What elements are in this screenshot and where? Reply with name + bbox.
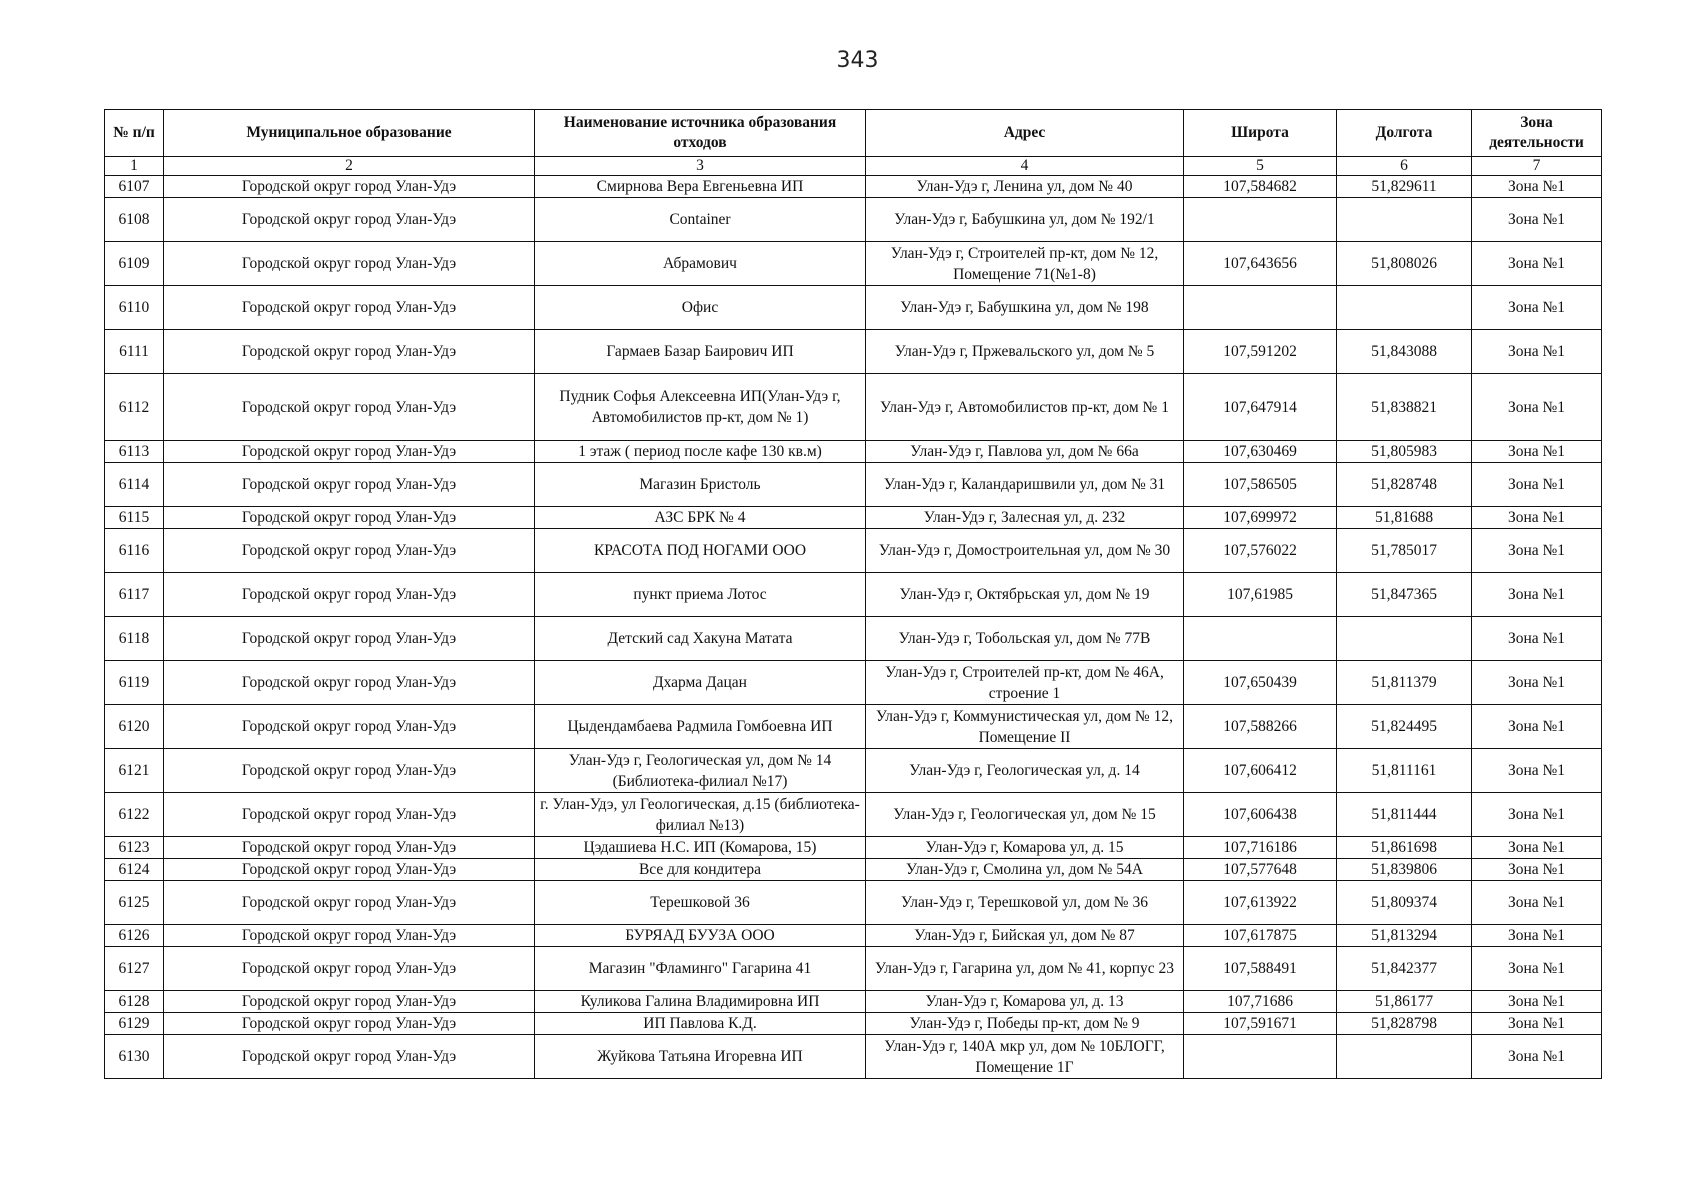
longitude-cell: 51,861698 [1337,837,1472,859]
source-name-cell: Цэдашиева Н.С. ИП (Комарова, 15) [535,837,866,859]
latitude-cell: 107,606438 [1184,793,1337,837]
address-cell: Улан-Удэ г, Домостроительная ул, дом № 30 [866,529,1184,573]
row-number: 6121 [105,749,164,793]
header-municipality: Муниципальное образование [164,110,535,157]
municipality-cell: Городской округ город Улан-Удэ [164,1013,535,1035]
column-number-row [105,157,1602,176]
table-row [105,507,1602,529]
longitude-cell: 51,86177 [1337,991,1472,1013]
longitude-cell: 51,811379 [1337,661,1472,705]
zone-cell: Зона №1 [1472,573,1602,617]
zone-cell: Зона №1 [1472,441,1602,463]
latitude-cell: 107,71686 [1184,991,1337,1013]
latitude-cell [1184,198,1337,242]
row-number: 6113 [105,441,164,463]
table-row [105,793,1602,837]
address-cell: Улан-Удэ г, Ленина ул, дом № 40 [866,176,1184,198]
table-row [105,463,1602,507]
zone-cell: Зона №1 [1472,661,1602,705]
latitude-cell: 107,613922 [1184,881,1337,925]
table-row [105,242,1602,286]
table-row [105,947,1602,991]
address-cell: Улан-Удэ г, Октябрьская ул, дом № 19 [866,573,1184,617]
row-number: 6107 [105,176,164,198]
address-cell: Улан-Удэ г, Терешковой ул, дом № 36 [866,881,1184,925]
address-cell: Улан-Удэ г, Строителей пр-кт, дом № 12, Помещение 71(№1-8) [866,242,1184,286]
zone-cell: Зона №1 [1472,529,1602,573]
source-name-cell: БУРЯАД БУУЗА ООО [535,925,866,947]
municipality-cell: Городской округ город Улан-Удэ [164,198,535,242]
row-number: 6122 [105,793,164,837]
latitude-cell: 107,591202 [1184,330,1337,374]
zone-cell: Зона №1 [1472,463,1602,507]
address-cell: Улан-Удэ г, Павлова ул, дом № 66а [866,441,1184,463]
longitude-cell: 51,847365 [1337,573,1472,617]
address-cell: Улан-Удэ г, Залесная ул, д. 232 [866,507,1184,529]
source-name-cell: 1 этаж ( период после кафе 130 кв.м) [535,441,866,463]
latitude-cell: 107,61985 [1184,573,1337,617]
longitude-cell: 51,842377 [1337,947,1472,991]
municipality-cell: Городской округ город Улан-Удэ [164,749,535,793]
header-longitude: Долгота [1337,110,1472,157]
latitude-cell [1184,286,1337,330]
municipality-cell: Городской округ город Улан-Удэ [164,661,535,705]
table-row [105,705,1602,749]
municipality-cell: Городской округ город Улан-Удэ [164,925,535,947]
address-cell: Улан-Удэ г, Бийская ул, дом № 87 [866,925,1184,947]
column-number: 4 [866,157,1184,176]
header-zone: Зона деятельности [1472,110,1602,157]
table-row [105,374,1602,441]
source-name-cell: Цыдендамбаева Радмила Гомбоевна ИП [535,705,866,749]
municipality-cell: Городской округ город Улан-Удэ [164,881,535,925]
source-name-cell: Детский сад Хакуна Матата [535,617,866,661]
row-number: 6125 [105,881,164,925]
table-row [105,617,1602,661]
address-cell: Улан-Удэ г, Каландаришвили ул, дом № 31 [866,463,1184,507]
municipality-cell: Городской округ город Улан-Удэ [164,837,535,859]
table-row [105,176,1602,198]
row-number: 6129 [105,1013,164,1035]
table-row [105,859,1602,881]
longitude-cell: 51,843088 [1337,330,1472,374]
header-source-name: Наименование источника образования отходов [535,110,866,157]
source-name-cell: Терешковой 36 [535,881,866,925]
table-row [105,198,1602,242]
municipality-cell: Городской округ город Улан-Удэ [164,991,535,1013]
latitude-cell [1184,617,1337,661]
source-name-cell: Куликова Галина Владимировна ИП [535,991,866,1013]
source-name-cell: г. Улан-Удэ, ул Геологическая, д.15 (библиотека-филиал №13) [535,793,866,837]
zone-cell: Зона №1 [1472,198,1602,242]
header-address: Адрес [866,110,1184,157]
source-name-cell: пункт приема Лотос [535,573,866,617]
address-cell: Улан-Удэ г, Коммунистическая ул, дом № 12, Помещение II [866,705,1184,749]
address-cell: Улан-Удэ г, Комарова ул, д. 15 [866,837,1184,859]
table-row [105,661,1602,705]
latitude-cell [1184,1035,1337,1079]
municipality-cell: Городской округ город Улан-Удэ [164,176,535,198]
longitude-cell [1337,617,1472,661]
longitude-cell: 51,809374 [1337,881,1472,925]
latitude-cell: 107,630469 [1184,441,1337,463]
longitude-cell: 51,824495 [1337,705,1472,749]
row-number: 6110 [105,286,164,330]
longitude-cell: 51,838821 [1337,374,1472,441]
zone-cell: Зона №1 [1472,507,1602,529]
longitude-cell: 51,805983 [1337,441,1472,463]
table-header-row [105,110,1602,157]
longitude-cell: 51,811161 [1337,749,1472,793]
row-number: 6126 [105,925,164,947]
address-cell: Улан-Удэ г, Геологическая ул, дом № 15 [866,793,1184,837]
latitude-cell: 107,647914 [1184,374,1337,441]
longitude-cell: 51,811444 [1337,793,1472,837]
zone-cell: Зона №1 [1472,925,1602,947]
row-number: 6117 [105,573,164,617]
address-cell: Улан-Удэ г, Пржевальского ул, дом № 5 [866,330,1184,374]
table-row [105,1013,1602,1035]
zone-cell: Зона №1 [1472,176,1602,198]
row-number: 6130 [105,1035,164,1079]
source-name-cell: Дхарма Дацан [535,661,866,705]
row-number: 6120 [105,705,164,749]
source-name-cell: Магазин "Фламинго" Гагарина 41 [535,947,866,991]
table-row [105,573,1602,617]
row-number: 6114 [105,463,164,507]
table-row [105,881,1602,925]
municipality-cell: Городской округ город Улан-Удэ [164,617,535,661]
municipality-cell: Городской округ город Улан-Удэ [164,507,535,529]
table-row [105,286,1602,330]
zone-cell: Зона №1 [1472,991,1602,1013]
longitude-cell [1337,1035,1472,1079]
latitude-cell: 107,576022 [1184,529,1337,573]
latitude-cell: 107,588491 [1184,947,1337,991]
table-row [105,1035,1602,1079]
source-name-cell: АЗС БРК № 4 [535,507,866,529]
column-number: 6 [1337,157,1472,176]
longitude-cell [1337,198,1472,242]
source-name-cell: ИП Павлова К.Д. [535,1013,866,1035]
latitude-cell: 107,716186 [1184,837,1337,859]
address-cell: Улан-Удэ г, Гагарина ул, дом № 41, корпус 23 [866,947,1184,991]
row-number: 6119 [105,661,164,705]
zone-cell: Зона №1 [1472,374,1602,441]
source-name-cell: Офис [535,286,866,330]
longitude-cell: 51,828798 [1337,1013,1472,1035]
zone-cell: Зона №1 [1472,859,1602,881]
row-number: 6108 [105,198,164,242]
municipality-cell: Городской округ город Улан-Удэ [164,573,535,617]
zone-cell: Зона №1 [1472,749,1602,793]
zone-cell: Зона №1 [1472,881,1602,925]
address-cell: Улан-Удэ г, Бабушкина ул, дом № 198 [866,286,1184,330]
zone-cell: Зона №1 [1472,330,1602,374]
longitude-cell: 51,828748 [1337,463,1472,507]
address-cell: Улан-Удэ г, 140А мкр ул, дом № 10БЛОГГ, Помещение 1Г [866,1035,1184,1079]
municipality-cell: Городской округ город Улан-Удэ [164,705,535,749]
zone-cell: Зона №1 [1472,793,1602,837]
zone-cell: Зона №1 [1472,1013,1602,1035]
column-number: 7 [1472,157,1602,176]
waste-sources-table [104,109,1602,1079]
municipality-cell: Городской округ город Улан-Удэ [164,793,535,837]
row-number: 6128 [105,991,164,1013]
row-number: 6123 [105,837,164,859]
zone-cell: Зона №1 [1472,705,1602,749]
zone-cell: Зона №1 [1472,242,1602,286]
column-number: 3 [535,157,866,176]
row-number: 6124 [105,859,164,881]
longitude-cell: 51,829611 [1337,176,1472,198]
column-number: 1 [105,157,164,176]
zone-cell: Зона №1 [1472,837,1602,859]
municipality-cell: Городской округ город Улан-Удэ [164,441,535,463]
longitude-cell [1337,286,1472,330]
source-name-cell: Все для кондитера [535,859,866,881]
latitude-cell: 107,588266 [1184,705,1337,749]
table-row [105,925,1602,947]
source-name-cell: Пудник Софья Алексеевна ИП(Улан-Удэ г, Автомобилистов пр-кт, дом № 1) [535,374,866,441]
table-row [105,441,1602,463]
table-row [105,330,1602,374]
source-name-cell: Улан-Удэ г, Геологическая ул, дом № 14 (Библиотека-филиал №17) [535,749,866,793]
municipality-cell: Городской округ город Улан-Удэ [164,1035,535,1079]
source-name-cell: Container [535,198,866,242]
table-row [105,529,1602,573]
latitude-cell: 107,643656 [1184,242,1337,286]
source-name-cell: Магазин Бристоль [535,463,866,507]
latitude-cell: 107,650439 [1184,661,1337,705]
address-cell: Улан-Удэ г, Победы пр-кт, дом № 9 [866,1013,1184,1035]
row-number: 6116 [105,529,164,573]
address-cell: Улан-Удэ г, Бабушкина ул, дом № 192/1 [866,198,1184,242]
municipality-cell: Городской округ город Улан-Удэ [164,859,535,881]
address-cell: Улан-Удэ г, Смолина ул, дом № 54А [866,859,1184,881]
table-row [105,991,1602,1013]
row-number: 6115 [105,507,164,529]
page-number: 343 [836,48,879,73]
source-name-cell: Гармаев Базар Баирович ИП [535,330,866,374]
address-cell: Улан-Удэ г, Геологическая ул, д. 14 [866,749,1184,793]
municipality-cell: Городской округ город Улан-Удэ [164,242,535,286]
latitude-cell: 107,591671 [1184,1013,1337,1035]
longitude-cell: 51,839806 [1337,859,1472,881]
source-name-cell: КРАСОТА ПОД НОГАМИ ООО [535,529,866,573]
row-number: 6109 [105,242,164,286]
table-row [105,749,1602,793]
latitude-cell: 107,577648 [1184,859,1337,881]
latitude-cell: 107,586505 [1184,463,1337,507]
longitude-cell: 51,813294 [1337,925,1472,947]
column-number: 5 [1184,157,1337,176]
municipality-cell: Городской округ город Улан-Удэ [164,286,535,330]
header-latitude: Широта [1184,110,1337,157]
latitude-cell: 107,606412 [1184,749,1337,793]
row-number: 6118 [105,617,164,661]
latitude-cell: 107,617875 [1184,925,1337,947]
longitude-cell: 51,808026 [1337,242,1472,286]
table-row [105,837,1602,859]
source-name-cell: Абрамович [535,242,866,286]
header-number: № п/п [105,110,164,157]
zone-cell: Зона №1 [1472,947,1602,991]
address-cell: Улан-Удэ г, Строителей пр-кт, дом № 46А, строение 1 [866,661,1184,705]
address-cell: Улан-Удэ г, Комарова ул, д. 13 [866,991,1184,1013]
latitude-cell: 107,584682 [1184,176,1337,198]
municipality-cell: Городской округ город Улан-Удэ [164,330,535,374]
latitude-cell: 107,699972 [1184,507,1337,529]
municipality-cell: Городской округ город Улан-Удэ [164,463,535,507]
municipality-cell: Городской округ город Улан-Удэ [164,374,535,441]
zone-cell: Зона №1 [1472,617,1602,661]
row-number: 6111 [105,330,164,374]
source-name-cell: Жуйкова Татьяна Игоревна ИП [535,1035,866,1079]
longitude-cell: 51,785017 [1337,529,1472,573]
address-cell: Улан-Удэ г, Тобольская ул, дом № 77В [866,617,1184,661]
longitude-cell: 51,81688 [1337,507,1472,529]
source-name-cell: Смирнова Вера Евгеньевна ИП [535,176,866,198]
column-number: 2 [164,157,535,176]
address-cell: Улан-Удэ г, Автомобилистов пр-кт, дом № 1 [866,374,1184,441]
row-number: 6127 [105,947,164,991]
municipality-cell: Городской округ город Улан-Удэ [164,529,535,573]
zone-cell: Зона №1 [1472,286,1602,330]
row-number: 6112 [105,374,164,441]
zone-cell: Зона №1 [1472,1035,1602,1079]
municipality-cell: Городской округ город Улан-Удэ [164,947,535,991]
